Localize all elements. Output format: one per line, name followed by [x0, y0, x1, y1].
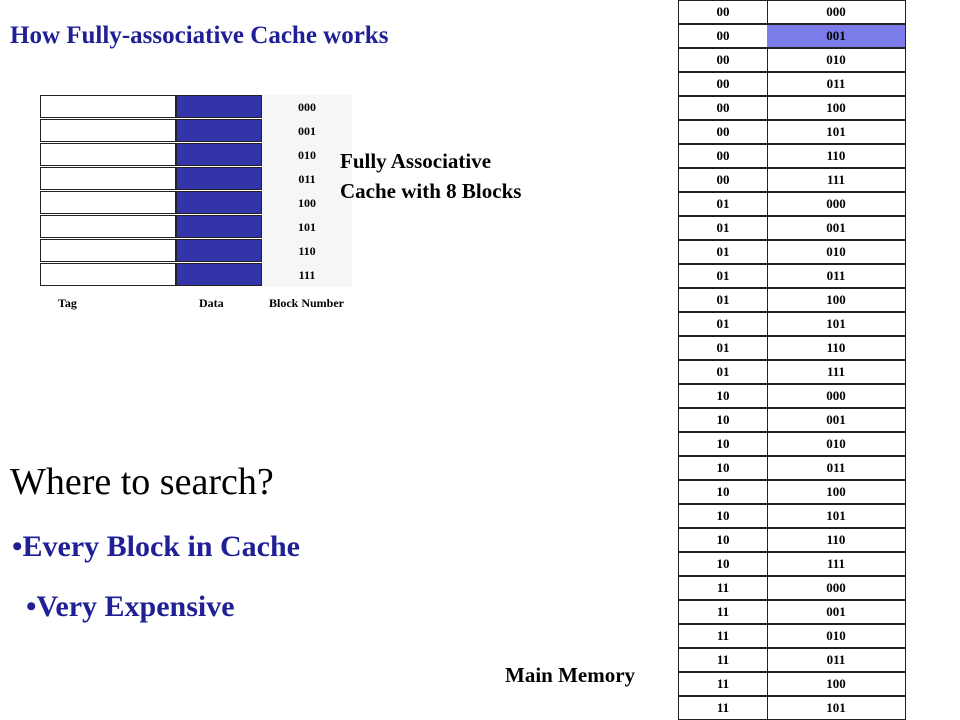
memory-block-cell: 000: [826, 580, 846, 595]
cache-tag-cell: [40, 143, 176, 166]
memory-block-cell: 110: [826, 532, 846, 547]
memory-block-cell: 010: [826, 628, 846, 643]
memory-row: [678, 408, 906, 432]
tag-column-label: Tag: [58, 296, 77, 310]
cache-data-cell: [176, 167, 262, 190]
memory-block-cell: 001: [826, 604, 846, 619]
memory-row: [678, 648, 906, 672]
cache-row: [40, 239, 352, 263]
memory-row: [678, 96, 906, 120]
memory-block-cell: 010: [826, 244, 846, 259]
memory-block-cell: 001: [826, 412, 846, 427]
memory-block-cell: 110: [826, 340, 846, 355]
memory-tag-cell: 10: [679, 409, 768, 431]
memory-tag-cell: 11: [679, 577, 768, 599]
memory-block-cell: 011: [826, 268, 846, 283]
memory-block-cell: 010: [826, 436, 846, 451]
cache-tag-cell: [40, 239, 176, 262]
cache-caption-line1: Fully Associative: [340, 149, 492, 173]
memory-tag-cell: 00: [679, 49, 768, 71]
memory-tag-cell: 10: [679, 553, 768, 575]
memory-block-cell: 100: [826, 676, 846, 691]
page-title: How Fully-associative Cache works: [10, 22, 389, 49]
memory-tag-cell: 11: [679, 697, 768, 719]
cache-tag-cell: [40, 191, 176, 214]
memory-row: [678, 288, 906, 312]
memory-row: [678, 552, 906, 576]
memory-block-cell: 011: [826, 460, 846, 475]
memory-block-cell: 000: [826, 4, 846, 19]
memory-tag-cell: 11: [679, 601, 768, 623]
cache-block-number: 011: [262, 167, 352, 191]
memory-block-cell: 011: [826, 652, 846, 667]
memory-tag-cell: 11: [679, 625, 768, 647]
cache-row: [40, 95, 352, 119]
memory-row: [678, 384, 906, 408]
memory-row: [678, 504, 906, 528]
memory-block-cell: 111: [826, 556, 846, 571]
cache-tag-cell: [40, 215, 176, 238]
cache-row: [40, 263, 352, 287]
memory-tag-cell: 00: [679, 73, 768, 95]
memory-row: [678, 336, 906, 360]
memory-row: [678, 576, 906, 600]
bullet-very-expensive: •Very Expensive: [26, 590, 235, 623]
memory-tag-cell: 00: [679, 169, 768, 191]
cache-data-cell: [176, 95, 262, 118]
memory-block-cell: 101: [826, 700, 846, 715]
cache-block-number: 001: [262, 119, 352, 143]
memory-block-cell: 111: [826, 172, 846, 187]
block-number-column-label: Block Number: [269, 296, 344, 310]
cache-block-number: 110: [262, 239, 352, 263]
memory-tag-cell: 10: [679, 433, 768, 455]
data-column-label: Data: [199, 296, 224, 310]
memory-block-cell: 000: [826, 388, 846, 403]
memory-row: [678, 528, 906, 552]
memory-tag-cell: 01: [679, 361, 768, 383]
cache-block-number: 100: [262, 191, 352, 215]
search-question: Where to search?: [10, 461, 274, 503]
memory-block-cell: 100: [826, 292, 846, 307]
cache-tag-cell: [40, 95, 176, 118]
memory-tag-cell: 00: [679, 1, 768, 23]
memory-tag-cell: 10: [679, 505, 768, 527]
memory-block-cell: 100: [826, 100, 846, 115]
memory-row: [678, 360, 906, 384]
cache-data-cell: [176, 191, 262, 214]
memory-block-cell: 101: [826, 124, 846, 139]
memory-tag-cell: 10: [679, 457, 768, 479]
memory-row: [678, 24, 906, 48]
memory-block-cell: 101: [826, 508, 846, 523]
memory-tag-cell: 00: [679, 25, 768, 47]
memory-row: [678, 600, 906, 624]
memory-row: [678, 624, 906, 648]
cache-caption: [340, 146, 521, 206]
memory-row: [678, 168, 906, 192]
memory-block-cell: 010: [826, 52, 846, 67]
cache-tag-cell: [40, 119, 176, 142]
main-memory-label: Main Memory: [505, 663, 636, 687]
memory-row: [678, 0, 906, 24]
cache-caption-line2: Cache with 8 Blocks: [340, 179, 522, 203]
memory-block-cell: 001: [826, 220, 846, 235]
memory-row: [678, 456, 906, 480]
cache-block-number: 111: [262, 263, 352, 287]
memory-row: [678, 216, 906, 240]
memory-row: [678, 144, 906, 168]
cache-row: [40, 215, 352, 239]
memory-block-cell: 011: [826, 76, 846, 91]
memory-row: [678, 120, 906, 144]
memory-tag-cell: 10: [679, 529, 768, 551]
memory-block-cell: 101: [826, 316, 846, 331]
cache-tag-cell: [40, 263, 176, 286]
cache-data-cell: [176, 263, 262, 286]
cache-block-number: 010: [262, 143, 352, 167]
memory-row: [678, 72, 906, 96]
memory-tag-cell: 01: [679, 193, 768, 215]
memory-tag-cell: 01: [679, 289, 768, 311]
cache-tag-cell: [40, 167, 176, 190]
bullet-every-block: •Every Block in Cache: [12, 530, 300, 563]
memory-block-cell: 001: [767, 25, 905, 47]
memory-block-cell: 000: [826, 196, 846, 211]
memory-block-cell: 111: [826, 364, 846, 379]
cache-data-cell: [176, 215, 262, 238]
memory-row: [678, 672, 906, 696]
memory-tag-cell: 01: [679, 265, 768, 287]
memory-tag-cell: 00: [679, 97, 768, 119]
memory-row: [678, 480, 906, 504]
memory-tag-cell: 11: [679, 649, 768, 671]
memory-row: [678, 240, 906, 264]
memory-row: [678, 264, 906, 288]
memory-tag-cell: 00: [679, 145, 768, 167]
memory-tag-cell: 01: [679, 313, 768, 335]
cache-block-number: 101: [262, 215, 352, 239]
cache-row: [40, 143, 352, 167]
memory-tag-cell: 01: [679, 337, 768, 359]
cache-row: [40, 167, 352, 191]
memory-block-cell: 100: [826, 484, 846, 499]
memory-tag-cell: 00: [679, 121, 768, 143]
memory-row: [678, 192, 906, 216]
memory-row: [678, 432, 906, 456]
memory-tag-cell: 01: [679, 217, 768, 239]
memory-row: [678, 696, 906, 720]
cache-data-cell: [176, 143, 262, 166]
cache-block-number: 000: [262, 95, 352, 119]
cache-data-cell: [176, 239, 262, 262]
memory-row: [678, 48, 906, 72]
memory-tag-cell: 01: [679, 241, 768, 263]
memory-row: [678, 312, 906, 336]
cache-row: [40, 119, 352, 143]
memory-tag-cell: 11: [679, 673, 768, 695]
cache-data-cell: [176, 119, 262, 142]
memory-tag-cell: 10: [679, 385, 768, 407]
memory-block-cell: 110: [826, 148, 846, 163]
cache-row: [40, 191, 352, 215]
memory-tag-cell: 10: [679, 481, 768, 503]
